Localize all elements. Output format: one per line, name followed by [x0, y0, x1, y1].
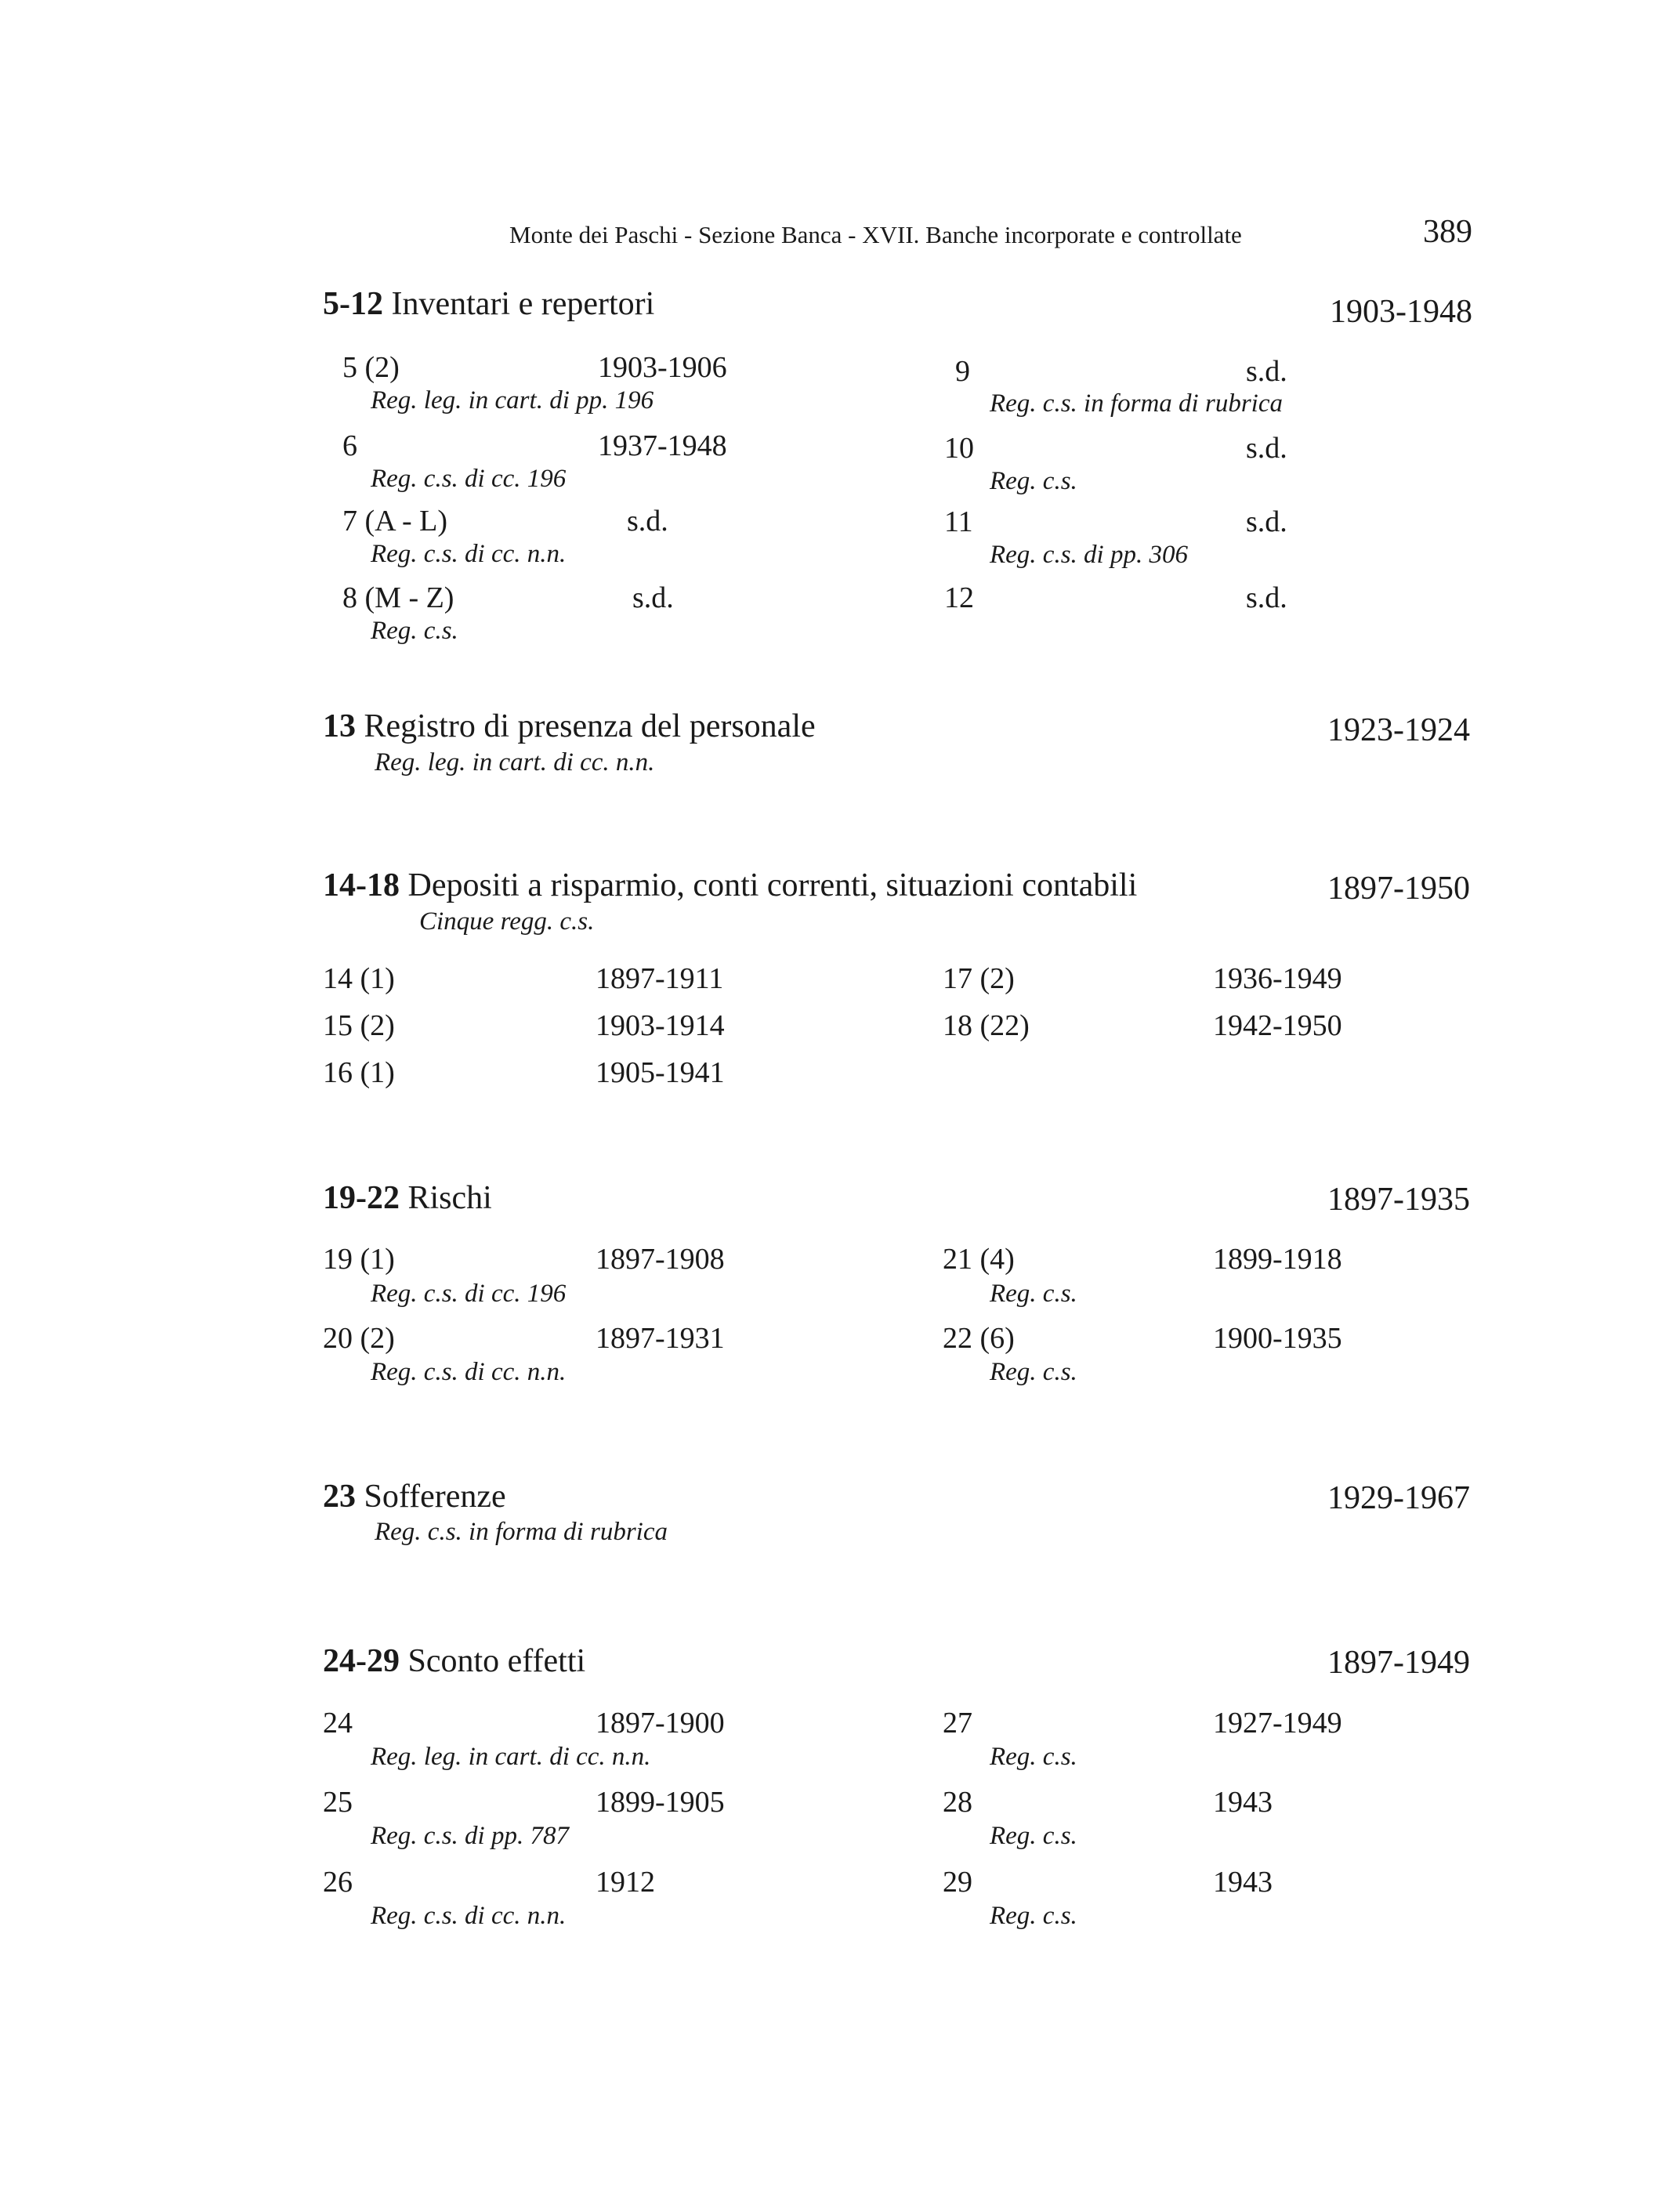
section-dates: 1903-1948	[1330, 294, 1472, 330]
item-date: 1943	[1213, 1866, 1273, 1899]
item-date: 1899-1918	[1213, 1243, 1342, 1276]
item-date: s.d.	[1246, 505, 1287, 538]
item-date: 1937-1948	[598, 429, 727, 462]
item-note: Reg. c.s.	[990, 1358, 1077, 1386]
item-number: 28	[943, 1786, 972, 1819]
section-dates: 1929-1967	[1327, 1480, 1470, 1516]
item-date: 1943	[1213, 1786, 1273, 1819]
item-date: s.d.	[627, 505, 668, 538]
item-date: 1927-1949	[1213, 1707, 1342, 1740]
item-note: Reg. c.s. di pp. 306	[990, 541, 1188, 569]
section-dates: 1897-1935	[1327, 1182, 1470, 1218]
section-title: Sofferenze	[364, 1479, 506, 1515]
item-date: 1899-1905	[596, 1786, 725, 1819]
item-date: s.d.	[1246, 355, 1287, 388]
section-dates: 1897-1949	[1327, 1645, 1470, 1681]
item-number: 18 (22)	[943, 1009, 1030, 1042]
item-note: Reg. c.s. di cc. 196	[371, 1280, 567, 1308]
item-number: 9	[955, 355, 970, 388]
section-heading	[323, 1179, 492, 1217]
item-number: 17 (2)	[943, 962, 1015, 995]
page-number: 389	[1423, 214, 1472, 250]
item-note: Reg. c.s. di cc. n.n.	[371, 1358, 567, 1386]
item-date: 1936-1949	[1213, 962, 1342, 995]
item-note: Reg. c.s. in forma di rubrica	[990, 389, 1283, 418]
item-note: Reg. c.s. di cc. n.n.	[371, 1902, 567, 1930]
item-date: s.d.	[1246, 581, 1287, 614]
item-number: 11	[944, 505, 973, 538]
item-note: Reg. c.s.	[371, 617, 458, 645]
section-number: 13	[323, 708, 356, 744]
item-number: 27	[943, 1707, 972, 1740]
item-number: 6	[342, 429, 357, 462]
item-number: 22 (6)	[943, 1322, 1015, 1355]
running-header: Monte dei Paschi - Sezione Banca - XVII. Banche incorporate e controllate	[509, 221, 1242, 248]
item-date: 1912	[596, 1866, 655, 1899]
item-date: 1897-1931	[596, 1322, 725, 1355]
item-number: 29	[943, 1866, 972, 1899]
item-date: s.d.	[632, 581, 674, 614]
item-date: 1905-1941	[596, 1056, 725, 1089]
item-number: 7 (A - L)	[342, 505, 448, 538]
section-title: Sconto effetti	[407, 1643, 586, 1679]
section-title: Rischi	[407, 1180, 492, 1216]
item-date: 1903-1914	[596, 1009, 725, 1042]
section-number: 19-22	[323, 1180, 400, 1216]
section-number: 14-18	[323, 867, 400, 903]
section-note: Reg. c.s. in forma di rubrica	[375, 1518, 668, 1546]
section-dates: 1897-1950	[1327, 871, 1470, 907]
item-number: 21 (4)	[943, 1243, 1015, 1276]
section-note: Reg. leg. in cart. di cc. n.n.	[375, 748, 655, 777]
item-note: Reg. c.s.	[990, 467, 1077, 495]
item-note: Reg. c.s. di cc. 196	[371, 465, 567, 493]
section-number: 23	[323, 1479, 356, 1515]
item-note: Reg. leg. in cart. di cc. n.n.	[371, 1743, 651, 1771]
item-number: 10	[944, 432, 974, 465]
item-number: 24	[323, 1707, 353, 1740]
item-note: Reg. leg. in cart. di pp. 196	[371, 386, 654, 415]
section-heading	[323, 867, 1137, 904]
section-heading	[323, 1478, 506, 1515]
item-number: 15 (2)	[323, 1009, 395, 1042]
item-number: 8 (M - Z)	[342, 581, 454, 614]
item-note: Reg. c.s.	[990, 1822, 1077, 1850]
section-heading	[323, 1642, 585, 1680]
item-number: 26	[323, 1866, 353, 1899]
item-number: 16 (1)	[323, 1056, 395, 1089]
section-title: Inventari e repertori	[391, 286, 655, 322]
section-note: Cinque regg. c.s.	[419, 907, 595, 936]
item-note: Reg. c.s.	[990, 1743, 1077, 1771]
item-number: 19 (1)	[323, 1243, 395, 1276]
section-title: Depositi a risparmio, conti correnti, situazioni contabili	[407, 867, 1138, 903]
section-number: 24-29	[323, 1643, 400, 1679]
item-date: 1897-1900	[596, 1707, 725, 1740]
item-note: Reg. c.s.	[990, 1902, 1077, 1930]
item-date: 1900-1935	[1213, 1322, 1342, 1355]
item-number: 5 (2)	[342, 351, 400, 384]
item-note: Reg. c.s. di pp. 787	[371, 1822, 569, 1850]
item-date: 1897-1908	[596, 1243, 725, 1276]
item-number: 25	[323, 1786, 353, 1819]
section-heading	[323, 708, 816, 745]
item-note: Reg. c.s. di cc. n.n.	[371, 540, 567, 568]
section-number: 5-12	[323, 286, 383, 322]
section-title: Registro di presenza del personale	[364, 708, 816, 744]
item-number: 12	[944, 581, 974, 614]
section-dates: 1923-1924	[1327, 712, 1470, 748]
item-number: 20 (2)	[323, 1322, 395, 1355]
section-heading	[323, 285, 654, 323]
item-number: 14 (1)	[323, 962, 395, 995]
item-date: s.d.	[1246, 432, 1287, 465]
item-date: 1897-1911	[596, 962, 724, 995]
item-date: 1942-1950	[1213, 1009, 1342, 1042]
item-note: Reg. c.s.	[990, 1280, 1077, 1308]
item-date: 1903-1906	[598, 351, 727, 384]
